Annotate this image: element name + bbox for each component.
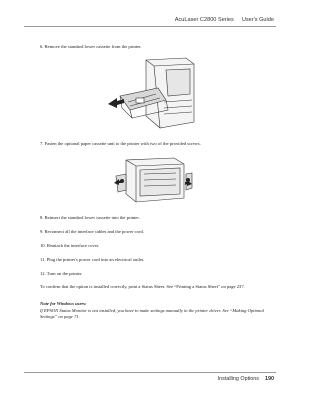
page-number: 190: [265, 376, 274, 382]
footer-section: Installing Options: [217, 376, 259, 382]
confirm-paragraph: To confirm that the option is installed correctly, print a Status Sheet. See “Printing a Status Sheet” on page 237.: [40, 284, 245, 289]
step-10: 10. Reattach the interface cover.: [40, 243, 100, 248]
step-11: 11. Plug the printer's power cord into an electrical outlet.: [40, 257, 145, 262]
step-9: 9. Reconnect all the interface cables and the power cord.: [40, 229, 144, 234]
note-body: If EPSON Status Monitor is not installed, you have to make settings manually in the printer driver. See “Making Optional Settings” on page 71.: [40, 308, 264, 319]
running-header: [175, 17, 274, 23]
footer-rule: [24, 372, 276, 373]
header-product: AcuLaser C2800 Series: [174, 17, 234, 23]
step-12: 12. Turn on the printer.: [40, 271, 83, 276]
remove-cassette-illustration: [106, 56, 198, 132]
fasten-screws-illustration: [112, 154, 194, 206]
step-8: 8. Reinsert the standard lower cassette into the printer.: [40, 215, 140, 220]
header-rule: [24, 26, 276, 27]
note-heading: Note for Windows users:: [40, 301, 87, 306]
running-footer: [218, 376, 274, 382]
step-7: 7. Fasten the optional paper cassette unit to the printer with two of the provided screws.: [40, 141, 201, 146]
step-6: 6. Remove the standard lower cassette from the printer.: [40, 44, 142, 49]
header-guide: User's Guide: [241, 17, 274, 23]
